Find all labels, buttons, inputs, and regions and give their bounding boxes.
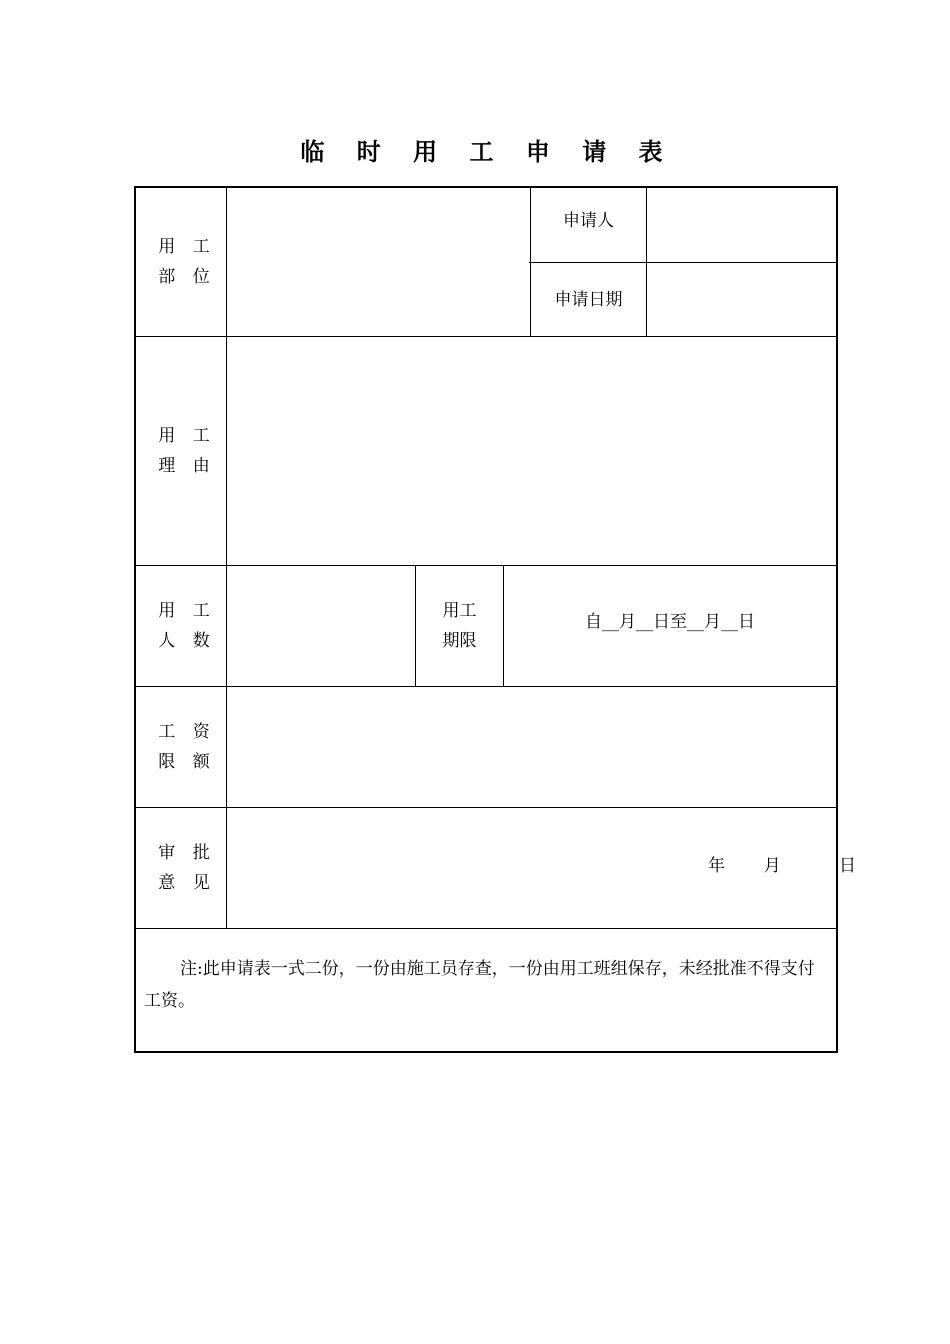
reason-label: 用 工 理 由 [158, 426, 216, 476]
row-divider [136, 928, 836, 929]
approval-date: 年 月 日 [708, 856, 857, 876]
reason-field[interactable] [227, 337, 836, 565]
approval-label: 审 批 意 见 [158, 843, 216, 893]
wage-limit-label: 工 资 限 额 [158, 722, 216, 772]
applicant-label: 申请人 [563, 211, 614, 231]
apply-date-label: 申请日期 [554, 289, 623, 310]
department-label: 用 工 部 位 [158, 237, 216, 287]
period-label: 用工 期限 [442, 601, 477, 651]
department-field[interactable] [227, 188, 530, 336]
headcount-label: 用 工 人 数 [158, 601, 216, 651]
period-field[interactable]: 自__月__日至__月__日 [585, 612, 755, 632]
form-title: 临 时 用 工 申 请 表 [300, 138, 675, 166]
application-form [134, 186, 857, 1053]
form-note: 注:此申请表一式二份，一份由施工员存查，一份由用工班组保存，未经批准不得支付工资。 [144, 959, 815, 1011]
apply-date-field[interactable] [647, 263, 836, 336]
wage-limit-field[interactable] [227, 687, 836, 807]
headcount-field[interactable] [227, 566, 415, 686]
applicant-field[interactable] [647, 188, 836, 262]
